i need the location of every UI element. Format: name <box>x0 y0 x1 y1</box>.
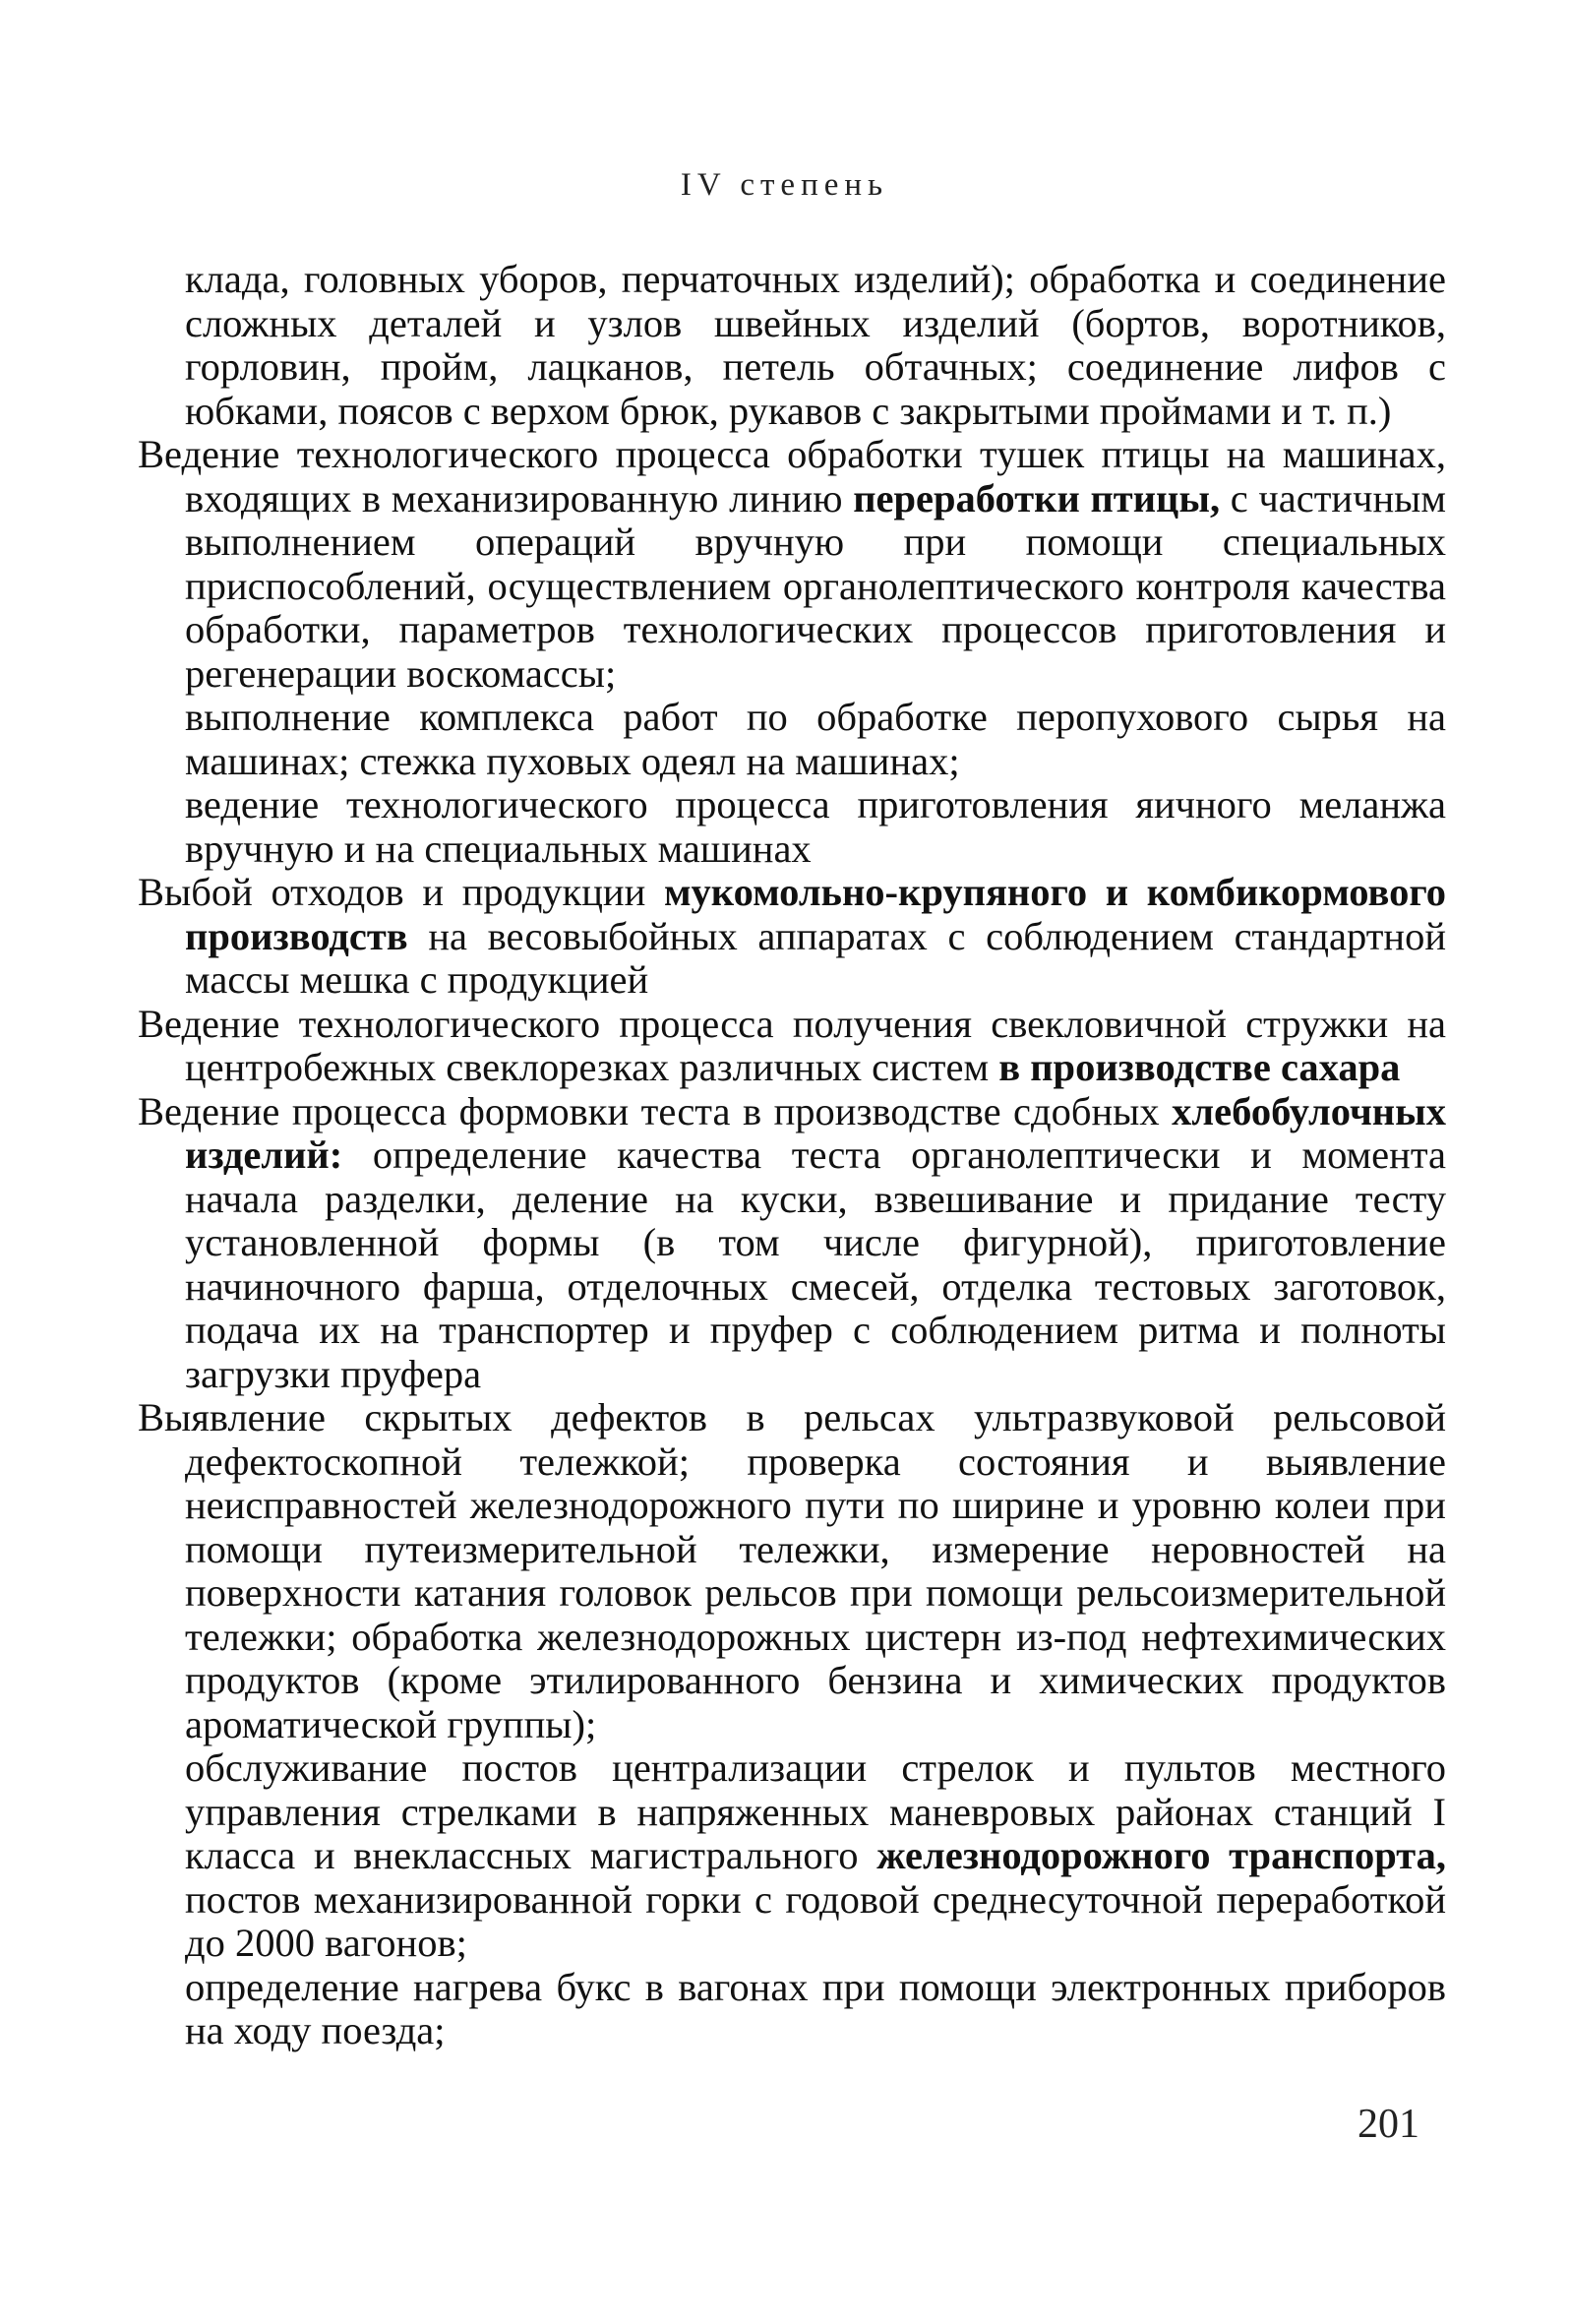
text-run: с частичным выполнением операций вручную при помощи специальных приспособлений, осуществлением органолептического контроля качества обработки, параметров технологических процессов приготовления и регенерации воскомассы; <box>185 475 1446 696</box>
text-run: Ведение технологического процесса обработки тушек птицы на машинах, входящих в механизированную линию <box>138 432 1446 520</box>
text-run: определение качества теста органолептически и момента начала разделки, деление на куски, взвешивание и придание тесту установленной формы (в том числе фигурной), приготовление начиночного фарша, отделочных смесей, отделка тестовых заготовок, подача их на транспортер и пруфер с соблюдением ритма и полноты загрузки пруфера <box>185 1132 1446 1396</box>
text-run: клада, головных уборов, перчаточных изделий); обработка и соединение сложных деталей и узлов швейных изделий (бортов, воротников, горловин, пройм, лацканов, петель обтачных; соединение лифов с юбками, поясов с верхом брюк, рукавов с закрытыми проймами и т. п.) <box>185 257 1446 433</box>
entry-paragraph <box>138 1003 1446 1090</box>
bold-term: мукомольно-крупяного и комбикормового производств <box>185 870 1446 958</box>
text-run: Выявление скрытых дефектов в рельсах ультразвуковой рельсовой дефектоскопной тележкой; проверка состояния и выявление неисправностей железнодорожного пути по ширине и уровню колеи при помощи путеизмерительной тележки, измерение неровностей на поверхности катания головок рельсов при помощи рельсоизмерительной тележки; обработка железнодорожных цистерн из-под нефтехимических продуктов (кроме этилированного бензина и химических продуктов ароматической группы); <box>138 1395 1446 1746</box>
continuation-paragraph <box>138 258 1446 433</box>
entry-paragraph <box>138 433 1446 696</box>
bold-term: железнодорожного транспорта, <box>876 1833 1446 1877</box>
entry-paragraph <box>138 1396 1446 1746</box>
continuation-paragraph <box>138 1966 1446 2053</box>
continuation-paragraph <box>138 783 1446 871</box>
continuation-paragraph <box>138 696 1446 783</box>
text-run: Ведение процесса формовки теста в производстве сдобных <box>138 1088 1173 1133</box>
continuation-paragraph <box>138 1746 1446 1966</box>
text-run: Выбой отходов и продукции <box>138 870 664 914</box>
bold-term: хлебобулочных изделий: <box>185 1088 1446 1177</box>
bold-term: в производстве сахара <box>998 1045 1401 1089</box>
entry-paragraph <box>138 1090 1446 1397</box>
running-head: IV степень <box>680 167 889 203</box>
text-run: определение нагрева букс в вагонах при помощи электронных приборов на ходу поезда; <box>185 1964 1446 2052</box>
entry-paragraph <box>138 871 1446 1003</box>
body-text <box>138 258 1446 2053</box>
text-run: обслуживание постов централизации стрелок и пультов местного управления стрелками в напряженных маневровых районах станций I класса и внеклассных магистрального <box>185 1745 1446 1877</box>
text-run: постов механизированной горки с годовой среднесуточной переработкой до 2000 вагонов; <box>185 1876 1446 1965</box>
text-run: ведение технологического процесса приготовления яичного меланжа вручную и на специальных машинах <box>185 782 1446 871</box>
page-number: 201 <box>1358 2102 1419 2147</box>
text-run: выполнение комплекса работ по обработке перопухового сырья на машинах; стежка пуховых одеял на машинах; <box>185 695 1446 783</box>
text-run: на весовыбойных аппаратах с соблюдением стандартной массы мешка с продукцией <box>185 913 1446 1002</box>
bold-term: переработки птицы, <box>853 475 1221 520</box>
text-run: Ведение технологического процесса получения свекловичной стружки на центробежных свеклорезках различных систем <box>138 1001 1446 1089</box>
